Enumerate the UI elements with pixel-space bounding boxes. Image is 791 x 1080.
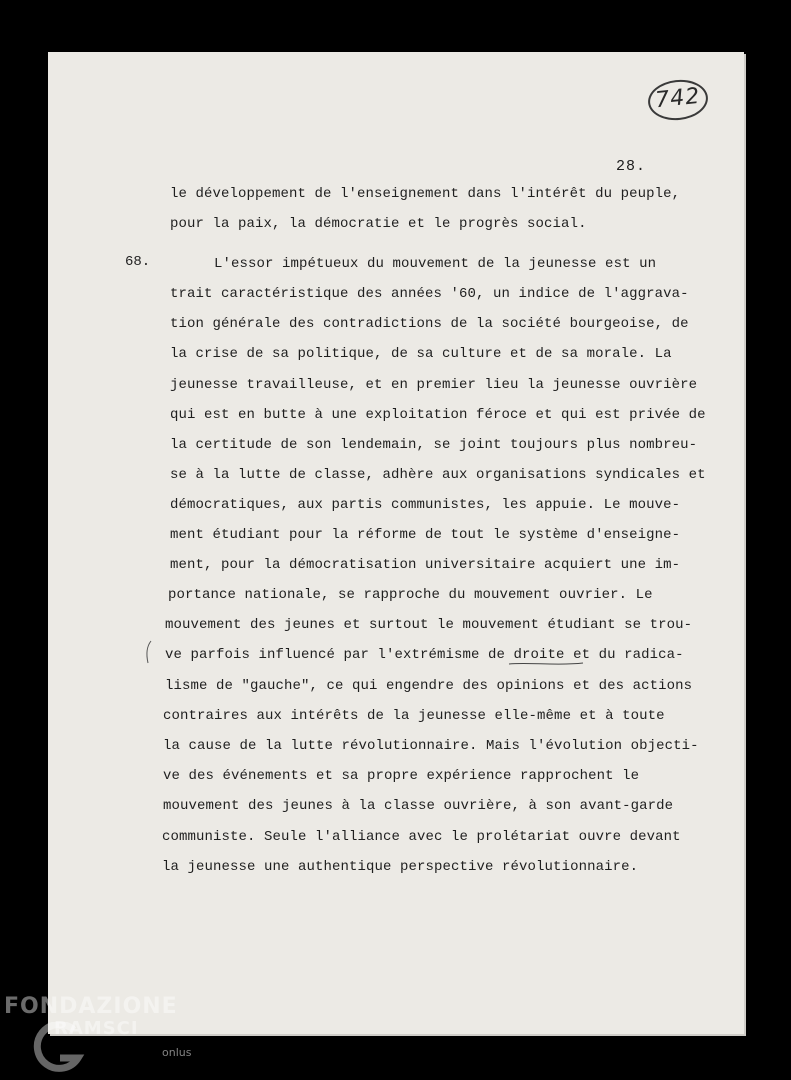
text-line: jeunesse travailleuse, et en premier lieu la jeunesse ouvrière	[170, 377, 698, 393]
watermark-title: FONDAZIONE	[4, 994, 178, 1019]
text-line: ment, pour la démocratisation universitaire acquiert une im-	[170, 557, 681, 573]
text-line: ment étudiant pour la réforme de tout le système d'enseigne-	[170, 527, 681, 543]
text-line: ve des événements et sa propre expérience rapprochent le	[163, 768, 640, 784]
page-number: 28.	[616, 158, 647, 175]
text-line: pour la paix, la démocratie et le progrès social.	[170, 216, 587, 232]
text-line: trait caractéristique des années '60, un indice de l'aggrava-	[170, 286, 689, 302]
text-line: tion générale des contradictions de la société bourgeoise, de	[170, 316, 689, 332]
watermark-onlus: onlus	[162, 1046, 192, 1059]
text-line: la cause de la lutte révolutionnaire. Mais l'évolution objecti-	[163, 738, 699, 754]
text-line: L'essor impétueux du mouvement de la jeunesse est un	[214, 256, 657, 272]
text-line: qui est en butte à une exploitation féroce et qui est privée de	[170, 407, 706, 423]
text-line: la jeunesse une authentique perspective révolutionnaire.	[162, 859, 639, 875]
text-line: la certitude de son lendemain, se joint toujours plus nombreu-	[170, 437, 698, 453]
text-line: le développement de l'enseignement dans l'intérêt du peuple,	[170, 186, 681, 202]
text-line: lisme de "gauche", ce qui engendre des opinions et des actions	[165, 678, 693, 694]
foundation-watermark-logo	[4, 992, 204, 1076]
margin-pencil-mark	[144, 640, 154, 664]
handwritten-underline	[508, 661, 584, 667]
text-line: se à la lutte de classe, adhère aux organisations syndicales et	[170, 467, 706, 483]
text-line: mouvement des jeunes à la classe ouvrière, à son avant-garde	[163, 798, 674, 814]
archive-stamp-number: 742	[646, 77, 710, 123]
text-line: ve parfois influencé par l'extrémisme de droite et du radica-	[165, 647, 684, 663]
text-line: démocratiques, aux partis communistes, les appuie. Le mouve-	[170, 497, 681, 513]
text-line: communiste. Seule l'alliance avec le prolétariat ouvre devant	[162, 829, 681, 845]
text-line: contraires aux intérêts de la jeunesse elle-même et à toute	[163, 708, 665, 724]
text-line: la crise de sa politique, de sa culture et de sa morale. La	[170, 346, 672, 362]
text-line: mouvement des jeunes et surtout le mouvement étudiant se trou-	[165, 617, 693, 633]
paragraph-number: 68.	[125, 254, 151, 270]
watermark-subtitle: RAMSCI	[54, 1018, 139, 1039]
text-line: portance nationale, se rapproche du mouvement ouvrier. Le	[168, 587, 653, 603]
